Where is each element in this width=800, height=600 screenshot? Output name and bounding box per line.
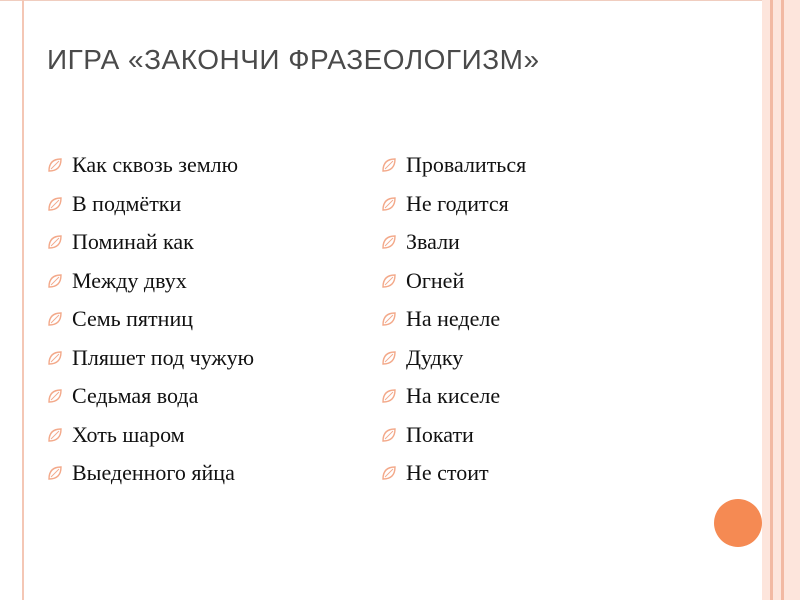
phrase-start: В подмётки (72, 190, 182, 216)
phrase-end: На неделе (406, 306, 501, 332)
lens-bullet-icon (47, 234, 63, 250)
left-border-line (22, 0, 24, 600)
lens-bullet-icon (381, 273, 397, 289)
list-item (381, 185, 526, 224)
phrase-end: Звали (406, 229, 460, 255)
phrase-end: Дудку (406, 344, 464, 370)
lens-bullet-icon (47, 350, 63, 366)
lens-bullet-icon (47, 157, 63, 173)
list-item (381, 146, 526, 185)
phrase-start: Пляшет под чужую (72, 344, 255, 370)
lens-bullet-icon (47, 388, 63, 404)
right-column-list (381, 146, 526, 493)
phrase-end: Огней (406, 267, 465, 293)
list-item (381, 300, 526, 339)
phrase-end: На киселе (406, 383, 501, 409)
slide-title: ИГРА «ЗАКОНЧИ ФРАЗЕОЛОГИЗМ» (47, 44, 540, 75)
lens-bullet-icon (381, 465, 397, 481)
phrase-start: Поминай как (72, 229, 194, 255)
lens-bullet-icon (47, 196, 63, 212)
orange-circle-decoration (714, 499, 762, 547)
right-border-line (770, 0, 773, 600)
list-item (381, 223, 526, 262)
lens-bullet-icon (47, 427, 63, 443)
phrase-start: Выеденного яйца (72, 460, 235, 486)
list-item (47, 146, 254, 185)
list-item (381, 262, 526, 301)
phrase-end: Покати (406, 421, 474, 447)
phrase-start: Седьмая вода (72, 383, 199, 409)
list-item (381, 339, 526, 378)
lens-bullet-icon (381, 388, 397, 404)
phrase-start: Как сквозь землю (72, 152, 239, 178)
lens-bullet-icon (381, 311, 397, 327)
lens-bullet-icon (381, 427, 397, 443)
right-border-line (781, 0, 784, 600)
list-item (47, 185, 254, 224)
lens-bullet-icon (381, 234, 397, 250)
phrase-end: Не стоит (406, 460, 489, 486)
phrase-start: Семь пятниц (72, 306, 193, 332)
lens-bullet-icon (381, 196, 397, 212)
top-rule (0, 0, 762, 1)
lens-bullet-icon (47, 465, 63, 481)
lens-bullet-icon (381, 350, 397, 366)
phrase-start: Между двух (72, 267, 187, 293)
left-column-list (47, 146, 254, 493)
phrase-end: Не годится (406, 190, 509, 216)
list-item (47, 377, 254, 416)
lens-bullet-icon (47, 273, 63, 289)
list-item (381, 416, 526, 455)
list-item (381, 377, 526, 416)
lens-bullet-icon (381, 157, 397, 173)
phrase-start: Хоть шаром (72, 421, 185, 447)
list-item (47, 223, 254, 262)
phrase-end: Провалиться (406, 152, 527, 178)
list-item (47, 300, 254, 339)
list-item (381, 454, 526, 493)
list-item (47, 339, 254, 378)
lens-bullet-icon (47, 311, 63, 327)
list-item (47, 416, 254, 455)
list-item (47, 262, 254, 301)
list-item (47, 454, 254, 493)
